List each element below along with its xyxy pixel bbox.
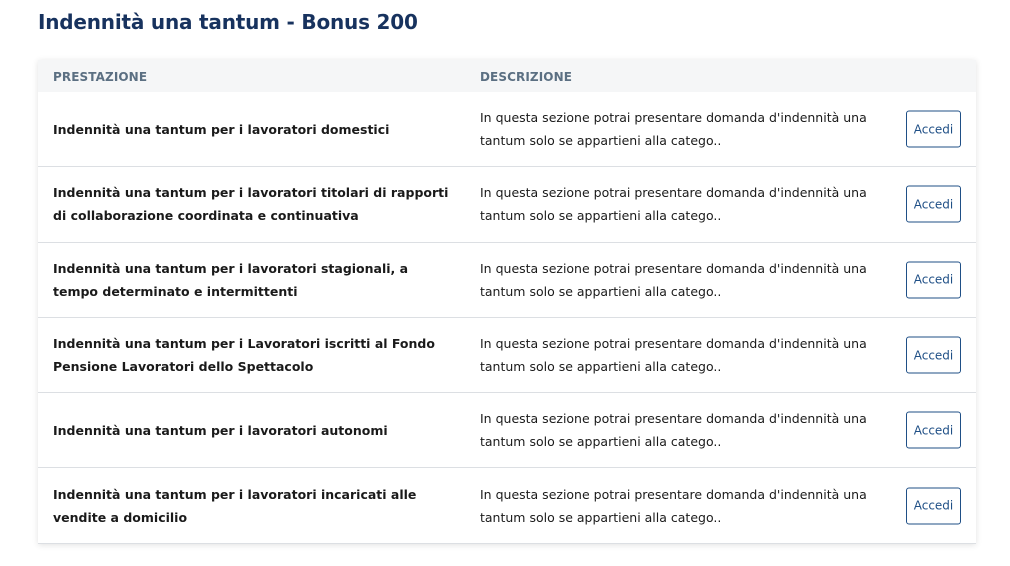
accedi-button[interactable]: Accedi bbox=[906, 261, 961, 298]
accedi-button[interactable]: Accedi bbox=[906, 412, 961, 449]
table-row bbox=[38, 468, 976, 543]
row-description: In questa sezione potrai presentare domanda d'indennità una tantum solo se appartieni alla catego.. bbox=[480, 486, 867, 525]
row-description: In questa sezione potrai presentare domanda d'indennità una tantum solo se appartieni alla catego.. bbox=[480, 411, 867, 450]
row-name: Indennità una tantum per i lavoratori domestici bbox=[53, 121, 390, 137]
page-title: Indennità una tantum - Bonus 200 bbox=[38, 10, 418, 34]
header-prestazione: PRESTAZIONE bbox=[53, 70, 148, 84]
table-row bbox=[38, 393, 976, 468]
row-name: Indennità una tantum per i Lavoratori iscritti al Fondo Pensione Lavoratori dello Spettacolo bbox=[53, 336, 435, 375]
header-descrizione: DESCRIZIONE bbox=[480, 70, 573, 84]
accedi-button[interactable]: Accedi bbox=[906, 111, 961, 148]
row-name: Indennità una tantum per i lavoratori stagionali, a tempo determinato e intermittenti bbox=[53, 260, 409, 299]
accedi-button[interactable]: Accedi bbox=[906, 487, 961, 524]
accedi-button[interactable]: Accedi bbox=[906, 186, 961, 223]
table-row bbox=[38, 92, 976, 167]
row-description: In questa sezione potrai presentare domanda d'indennità una tantum solo se appartieni alla catego.. bbox=[480, 110, 867, 149]
table-row bbox=[38, 243, 976, 318]
row-name: Indennità una tantum per i lavoratori autonomi bbox=[53, 422, 388, 438]
row-description: In questa sezione potrai presentare domanda d'indennità una tantum solo se appartieni alla catego.. bbox=[480, 336, 867, 375]
row-description: In questa sezione potrai presentare domanda d'indennità una tantum solo se appartieni alla catego.. bbox=[480, 260, 867, 299]
table-header bbox=[38, 60, 976, 92]
row-description: In questa sezione potrai presentare domanda d'indennità una tantum solo se appartieni alla catego.. bbox=[480, 185, 867, 224]
table-row bbox=[38, 318, 976, 393]
table-row bbox=[38, 167, 976, 242]
row-name: Indennità una tantum per i lavoratori titolari di rapporti di collaborazione coordinata e continuativa bbox=[53, 185, 449, 224]
row-name: Indennità una tantum per i lavoratori incaricati alle vendite a domicilio bbox=[53, 486, 417, 525]
accedi-button[interactable]: Accedi bbox=[906, 337, 961, 374]
benefits-table bbox=[38, 60, 976, 544]
